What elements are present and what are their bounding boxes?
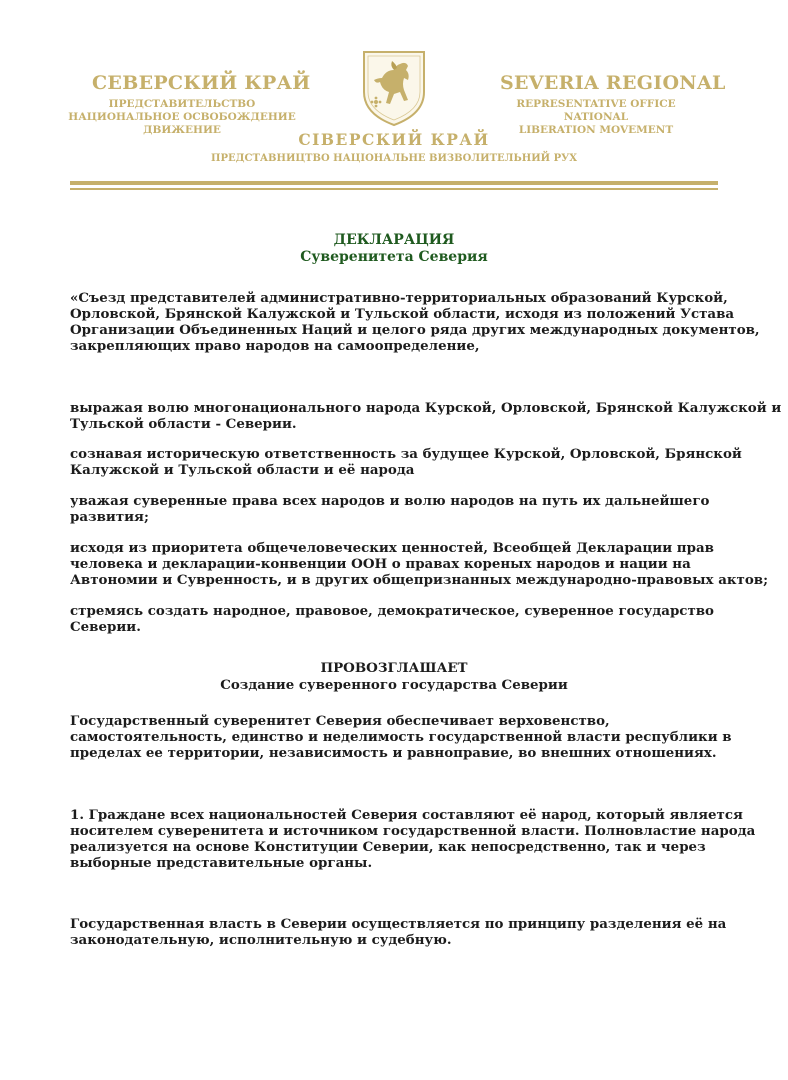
header-left-subtitle-line: НАЦИОНАЛЬНОЕ ОСВОБОЖДЕНИЕ bbox=[68, 111, 296, 123]
text-line: уважая суверенные права всех народов и волю народов на путь их дальнейшего bbox=[70, 493, 710, 509]
intro-paragraph bbox=[70, 290, 760, 354]
header-center-title: СІВЕРСКИЙ КРАЙ bbox=[298, 130, 490, 149]
text-line: закрепляющих право народов на самоопределение, bbox=[70, 338, 480, 354]
text-line: развития; bbox=[70, 509, 149, 525]
proclaims-subheading: Создание суверенного государства Северии bbox=[220, 677, 568, 693]
text-line: 1. Граждане всех национальностей Северия составляют её народ, который является bbox=[70, 807, 743, 823]
header-right-title: SEVERIA REGIONAL bbox=[500, 72, 726, 94]
text-line: законодательную, исполнительную и судебную. bbox=[70, 932, 452, 948]
clause-paragraph bbox=[70, 540, 769, 588]
text-line: Северии. bbox=[70, 619, 141, 635]
clause-paragraph bbox=[70, 493, 730, 525]
text-line: реализуется на основе Конституции Северии, как непосредственно, так и через bbox=[70, 839, 706, 855]
text-line: человека и декларации-конвенции ООН о правах кореных народов и нации на bbox=[70, 556, 691, 572]
text-line: выборные представительные органы. bbox=[70, 855, 373, 871]
text-line: Организации Объединенных Наций и целого ряда других международных документов, bbox=[70, 322, 760, 338]
text-line: Автономии и Сувренность, и в других общепризнанных международно-правовых актов; bbox=[70, 572, 769, 588]
header-left-subtitle-line: ДВИЖЕНИЕ bbox=[143, 124, 221, 136]
text-line: выражая волю многонационального народа Курской, Орловской, Брянской Калужской и bbox=[70, 400, 782, 416]
text-line: пределах ее территории, независимость и равноправие, во внешних отношениях. bbox=[70, 745, 717, 761]
text-line: носителем суверенитета и источником государственной власти. Полновластие народа bbox=[70, 823, 756, 839]
clause-paragraph bbox=[70, 446, 742, 478]
text-line: сознавая историческую ответственность за будущее Курской, Орловской, Брянской bbox=[70, 446, 742, 462]
text-line: Государственный суверенитет Северия обеспечивает верховенство, bbox=[70, 713, 610, 729]
header-right-subtitle-line: REPRESENTATIVE OFFICE bbox=[516, 98, 676, 110]
header-left-title: СЕВЕРСКИЙ КРАЙ bbox=[92, 72, 311, 94]
text-line: Государственная власть в Северии осуществляется по принципу разделения её на bbox=[70, 916, 727, 932]
text-line: стремясь создать народное, правовое, демократическое, суверенное государство bbox=[70, 603, 714, 619]
header-right-subtitle-line: LIBERATION MOVEMENT bbox=[518, 124, 674, 136]
text-line: Орловской, Брянской Калужской и Тульской области, исходя из положений Устава bbox=[70, 306, 735, 322]
text-line: самостоятельность, единство и неделимость государственной власти республики в bbox=[70, 729, 732, 745]
document-title: ДЕКЛАРАЦИЯ bbox=[333, 232, 455, 248]
header-right-subtitle-line: NATIONAL bbox=[563, 111, 629, 123]
text-line: «Съезд представителей административно-территориальных образований Курской, bbox=[70, 290, 728, 306]
header-left-subtitle-line: ПРЕДСТАВИТЕЛЬСТВО bbox=[108, 98, 256, 110]
header-divider bbox=[70, 181, 718, 185]
text-line: Калужской и Тульской области и её народа bbox=[70, 462, 415, 478]
clause-paragraph bbox=[70, 603, 730, 635]
body-paragraph bbox=[70, 807, 756, 871]
horse-crest-icon bbox=[360, 48, 428, 128]
clause-paragraph bbox=[70, 400, 782, 432]
document-subtitle: Суверенитета Северия bbox=[300, 249, 488, 265]
text-line: Тульской области - Северии. bbox=[70, 416, 297, 432]
header-center-subtitle: ПРЕДСТАВНИЦТВО НАЦІОНАЛЬНЕ ВИЗВОЛИТЕЛЬНИЙ РУХ bbox=[211, 153, 577, 164]
body-paragraph bbox=[70, 713, 730, 761]
header-divider bbox=[70, 188, 718, 190]
text-line: исходя из приоритета общечеловеческих ценностей, Всеобщей Декларации прав bbox=[70, 540, 714, 556]
proclaims-heading: ПРОВОЗГЛАШАЕТ bbox=[320, 660, 468, 676]
body-paragraph bbox=[70, 916, 730, 948]
